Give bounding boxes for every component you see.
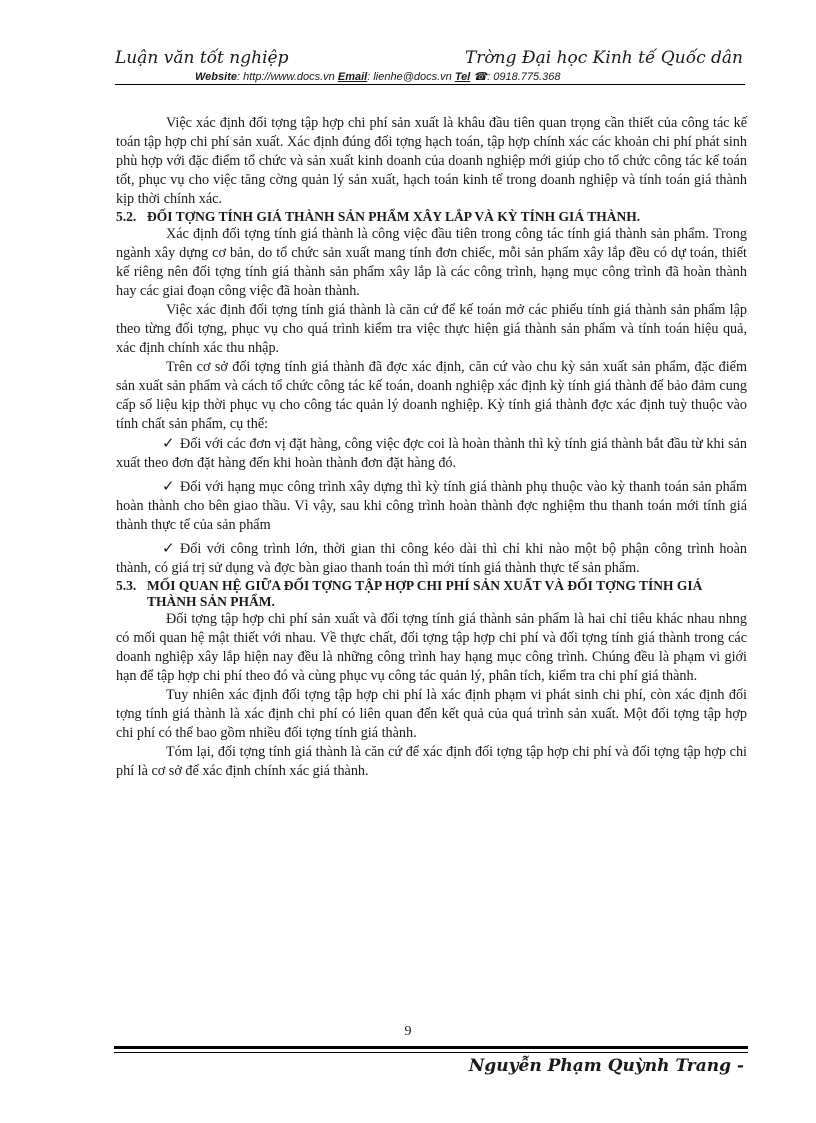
footer-author: Nguyễn Phạm Quỳnh Trang - [468,1056,744,1076]
header-university: Trờng Đại học Kinh tế Quốc dân [464,48,743,68]
section-heading-5-2 [116,209,747,225]
bullet-text: Đối với công trình lớn, thời gian thi công kéo dài thì chỉ khi nào một bộ phận công trình hoàn thành, có giá trị sử dụng và đợc bàn giao thanh toán thì mới tính giá thành thực tế sản phẩm. [116,541,747,576]
page-header [115,48,743,72]
website-label: Website [195,71,237,83]
phone-icon: ☎ [473,71,488,83]
paragraph-1: Việc xác định đối tợng tập hợp chi phí sản xuất là khâu đầu tiên quan trọng cần thiết của công tác kế toán tập hợp chi phí sản xuất. Xác định đúng đối tợng hạch toán, tập hợp chính xác các khoản chi phí phát sinh phù hợp với đặc điểm tổ chức và sản xuất kinh doanh của doanh nghiệp mới giúp cho tổ chức công tác kế toán tốt, phục vụ cho việc tăng cờng quản lý sản xuất, hạch toán kinh tế trong doanh nghiệp và tính toán giá thành kịp thời chính xác. [116,115,747,207]
section-number: 5.2. [116,209,137,224]
checkmark-icon: ✓ [162,477,175,495]
header-contact-line [195,70,675,83]
page-number: 9 [404,1024,412,1039]
tel-label: Tel [454,71,471,83]
footer-rule-thick [114,1046,748,1049]
footer-rule-thin [114,1052,748,1053]
paragraph-2: Xác định đối tợng tính giá thành là công việc đầu tiên trong công tác tính giá thành sản phẩm. Trong ngành xây dựng cơ bản, do tổ chức sản xuất mang tính đơn chiếc, mỗi sản phẩm xây lắp đều có dự toán, thiết kế riêng nên đối tợng tính giá thành sản phẩm xây lắp là các công trình, hạng mục công trình đã hoàn thành hay các giai đoạn công việc đã hoàn thành. [116,226,747,299]
section-title: ĐỐI TỢNG TÍNH GIÁ THÀNH SẢN PHẨM XÂY LẮP VÀ KỲ TÍNH GIÁ THÀNH. [147,209,641,224]
checkmark-icon: ✓ [162,434,175,452]
paragraph-5: Đối tợng tập hợp chi phí sản xuất và đối tợng tính giá thành sản phẩm là hai chỉ tiêu khác nhau nhng có mối quan hệ mật thiết với nhau. Về thực chất, đối tợng tập hợp chi phí và đối tợng tính giá thành trong các doanh nghiệp xây lắp hiện nay đều là những công trình hay hạng mục công trình. Chúng đều là phạm vi giới hạn để tập hợp chi phí theo đó và cùng phục vụ công tác quản lý, phân tích, kiểm tra chi phí giá thành. [116,611,747,684]
website-link[interactable]: : http://www.docs.vn [236,71,335,83]
paragraph-3: Việc xác định đối tợng tính giá thành là căn cứ để kế toán mở các phiếu tính giá thành sản phẩm lập theo từng đối tợng, phục vụ cho quá trình kiểm tra việc thực hiện giá thành sản phẩm và tính toán hiệu quả, xác định chính xác thu nhập. [116,302,747,356]
header-thesis-title: Luận văn tốt nghiệp [115,48,289,68]
bullet-text: Đối với hạng mục công trình xây dựng thì kỳ tính giá thành phụ thuộc vào kỳ thanh toán sản phẩm hoàn thành cho bên giao thầu. Vì vậy, sau khi công trình hoàn thành đợc nghiệm thu thanh toán mới tính giá thành thực tế của sản phẩm [116,479,747,533]
section-heading-5-3 [116,578,747,610]
bullet-item [116,477,747,535]
email-label: Email [337,71,368,83]
checkmark-icon: ✓ [162,539,175,557]
bullet-item [116,434,747,473]
paragraph-4: Trên cơ sở đối tợng tính giá thành đã đợc xác định, căn cứ vào chu kỳ sản xuất sản phẩm, đặc điểm sản xuất sản phẩm và cách tổ chức công tác kế toán, doanh nghiệp xác định kỳ tính giá thành để bảo đảm cung cấp số liệu kịp thời phục vụ cho công tác quản lý doanh nghiệp. Kỳ tính giá thành đợc xác định tuỳ thuộc vào tính chất sản phẩm, cụ thể: [116,359,747,432]
section-title: MỐI QUAN HỆ GIỮA ĐỐI TỢNG TẬP HỢP CHI PHÍ SẢN XUẤT VÀ ĐỐI TỢNG TÍNH GIÁ THÀNH SẢN PHẨM. [147,578,703,609]
document-body [116,114,747,781]
paragraph-6: Tuy nhiên xác định đối tợng tập hợp chi phí là xác định phạm vi phát sinh chi phí, còn xác định đối tợng tính giá thành là xác định chi phí có liên quan đến kết quả của quá trình sản xuất. Một đối tợng tập hợp chi phí có thể bao gồm nhiều đối tợng tính giá thành. [116,687,747,741]
email-link[interactable]: : lienhe@docs.vn [367,71,452,83]
paragraph-7: Tóm lại, đối tợng tính giá thành là căn cứ để xác định đối tợng tập hợp chi phí và đối tợng tập hợp chi phí là cơ sở để xác định chính xác giá thành. [116,744,747,779]
bullet-text: Đối với các đơn vị đặt hàng, công việc đợc coi là hoàn thành thì kỳ tính giá thành bắt đầu từ khi sản xuất theo đơn đặt hàng đến khi hoàn thành đơn đặt hàng đó. [116,436,747,471]
bullet-item [116,539,747,578]
tel-value: : 0918.775.368 [487,71,561,83]
header-rule [115,84,745,85]
section-number: 5.3. [116,578,137,593]
